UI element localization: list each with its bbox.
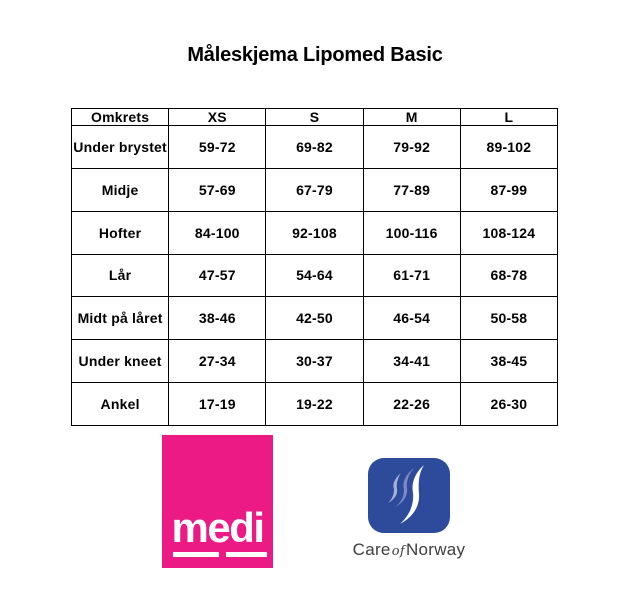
table-cell: 26-30 — [460, 383, 557, 426]
table-row — [72, 297, 558, 340]
table-cell: 42-50 — [266, 297, 363, 340]
table-cell: 30-37 — [266, 340, 363, 383]
table-cell: 22-26 — [363, 383, 460, 426]
table-cell: 46-54 — [363, 297, 460, 340]
col-header-xs: XS — [169, 109, 266, 126]
table-cell: 59-72 — [169, 126, 266, 169]
table-cell: 84-100 — [169, 211, 266, 254]
table-row — [72, 211, 558, 254]
table-row — [72, 168, 558, 211]
table-row — [72, 254, 558, 297]
table-cell: 69-82 — [266, 126, 363, 169]
table-cell: 34-41 — [363, 340, 460, 383]
table-cell: 100-116 — [363, 211, 460, 254]
medi-wordmark: medi — [171, 504, 264, 551]
table-cell: 61-71 — [363, 254, 460, 297]
table-cell: 92-108 — [266, 211, 363, 254]
table-cell: 68-78 — [460, 254, 557, 297]
care-of-norway-flame-icon — [368, 458, 450, 533]
table-cell: 87-99 — [460, 168, 557, 211]
care-of-norway-wordmark — [344, 540, 474, 560]
care-of-norway-logo — [344, 458, 474, 563]
table-cell: 38-45 — [460, 340, 557, 383]
table-cell: 67-79 — [266, 168, 363, 211]
row-label: Midje — [72, 168, 169, 211]
col-header-omkrets: Omkrets — [72, 109, 169, 126]
row-label: Under kneet — [72, 340, 169, 383]
row-label: Hofter — [72, 211, 169, 254]
table-cell: 79-92 — [363, 126, 460, 169]
row-label: Under brystet — [72, 126, 169, 169]
col-header-m: M — [363, 109, 460, 126]
table-cell: 38-46 — [169, 297, 266, 340]
table-cell: 77-89 — [363, 168, 460, 211]
medi-logo — [162, 435, 273, 568]
table-header-row — [72, 109, 558, 126]
col-header-s: S — [266, 109, 363, 126]
medi-underline-left — [173, 552, 219, 557]
norway-word: Norway — [405, 540, 466, 559]
table-cell: 47-57 — [169, 254, 266, 297]
row-label: Ankel — [72, 383, 169, 426]
table-cell: 19-22 — [266, 383, 363, 426]
medi-underline-right — [226, 552, 267, 557]
table-cell: 108-124 — [460, 211, 557, 254]
row-label: Lår — [72, 254, 169, 297]
page-title: Måleskjema Lipomed Basic — [187, 44, 443, 66]
table-cell: 50-58 — [460, 297, 557, 340]
table-cell: 57-69 — [169, 168, 266, 211]
table-row — [72, 383, 558, 426]
table-cell: 54-64 — [266, 254, 363, 297]
table-cell: 89-102 — [460, 126, 557, 169]
table-row — [72, 126, 558, 169]
table-cell: 27-34 — [169, 340, 266, 383]
col-header-l: L — [460, 109, 557, 126]
care-word: Care — [352, 540, 391, 559]
size-table — [71, 108, 558, 426]
of-word: of — [391, 544, 405, 559]
row-label: Midt på låret — [72, 297, 169, 340]
table-row — [72, 340, 558, 383]
table-cell: 17-19 — [169, 383, 266, 426]
